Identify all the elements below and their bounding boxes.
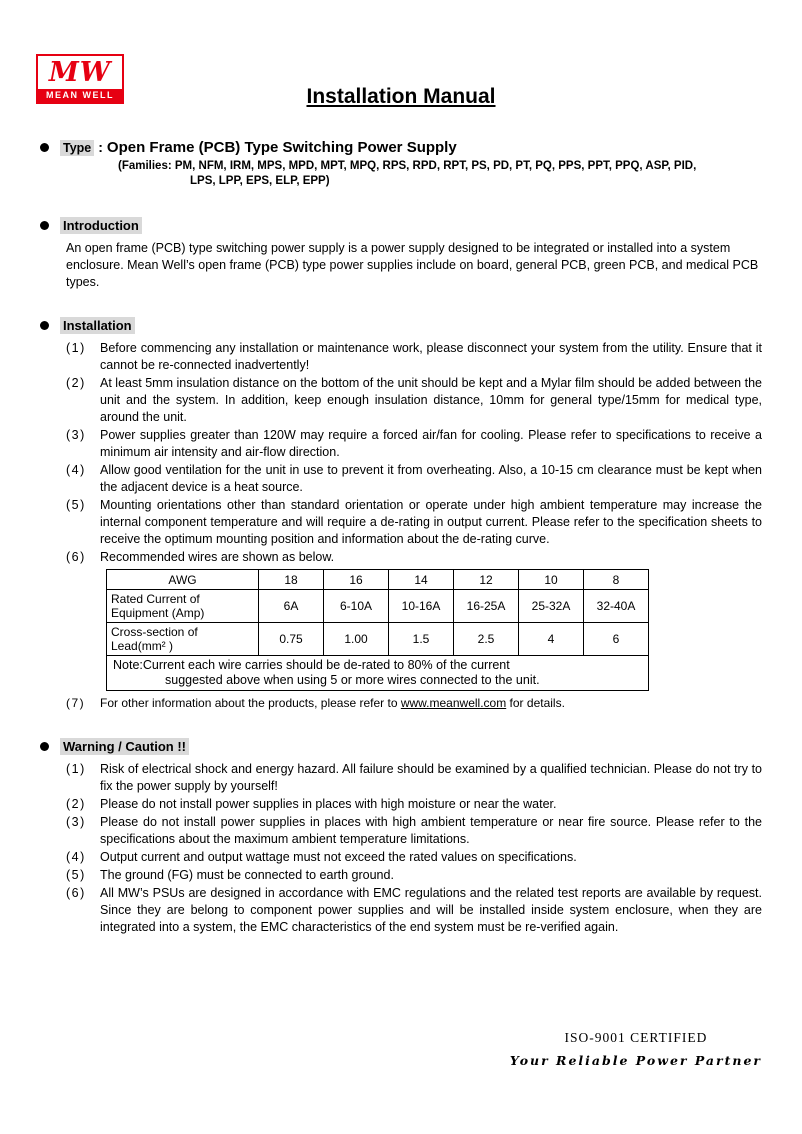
- table-cell: 6: [584, 623, 649, 656]
- item-text: The ground (FG) must be connected to earth ground.: [100, 868, 394, 882]
- bullet-icon: [40, 143, 49, 152]
- bullet-icon: [40, 321, 49, 330]
- installation-step-6: [66, 549, 762, 566]
- table-cell: 6-10A: [324, 590, 389, 623]
- type-title: Open Frame (PCB) Type Switching Power Supply: [106, 139, 457, 156]
- table-cell: 1.00: [324, 623, 389, 656]
- row-label-cell: Rated Current of Equipment (Amp): [107, 590, 259, 623]
- step-number: (3): [66, 428, 86, 442]
- item-text: All MW’s PSUs are designed in accordance with EMC regulations and the related test reports are available by request. Since they are belong to component power supplies and will be installed inside system enclosure, when they are integrated into a system, the EMC characteristics of the end system must be re-verified again.: [100, 886, 762, 934]
- warning-heading-row: [0, 738, 762, 756]
- table-header-cell: 14: [389, 570, 454, 590]
- step-text: Before commencing any installation or maintenance work, please disconnect your system from the utility. Ensure that it cannot be re-connected inadvertently!: [100, 341, 762, 372]
- iso-certification-text: ISO-9001 CERTIFIED: [564, 1030, 708, 1045]
- section-installation: [0, 317, 802, 712]
- section-warning: [0, 738, 802, 936]
- table-cell: 1.5: [389, 623, 454, 656]
- step-number: (6): [66, 550, 86, 564]
- awg-header-cell: AWG: [107, 570, 259, 590]
- introduction-heading-row: [0, 217, 762, 235]
- page-title: Installation Manual: [306, 85, 496, 108]
- bullet-icon: [40, 221, 49, 230]
- table-row-cross-section: [107, 623, 649, 656]
- meanwell-logo: [36, 54, 124, 104]
- warning-item-1: [66, 761, 762, 795]
- step-number: (5): [66, 498, 86, 512]
- installation-step-4: [66, 462, 762, 496]
- table-cell: 6A: [259, 590, 324, 623]
- family-list-line1: (Families: PM, NFM, IRM, MPS, MPD, MPT, MPQ, RPS, RPD, RPT, PS, PD, PT, PQ, PPS, PPT, PPQ, ASP, PID,: [118, 160, 697, 172]
- family-list: [118, 159, 762, 189]
- warning-label: Warning / Caution !!: [60, 738, 189, 755]
- type-label: Type: [60, 140, 94, 156]
- installation-label: Installation: [60, 317, 135, 334]
- meanwell-website-link[interactable]: www.meanwell.com: [400, 696, 507, 710]
- step-number: (1): [66, 341, 86, 355]
- warning-item-2: [66, 796, 762, 813]
- wire-recommendation-table: [106, 569, 649, 691]
- logo-brand-name: MEAN WELL: [38, 89, 122, 102]
- introduction-body: An open frame (PCB) type switching power supply is a power supply designed to be integrated or installed into a system enclosure. Mean Well’s open frame (PCB) type power supplies include on board, general PCB, green PCB, and medical PCB types.: [66, 241, 759, 289]
- step-text: Power supplies greater than 120W may require a forced air/fan for cooling. Please refer to specifications to receive a minimum air intensity and air-flow direction.: [100, 428, 762, 459]
- table-cell: 4: [519, 623, 584, 656]
- installation-steps: [66, 340, 762, 712]
- table-note-cell: [107, 656, 649, 691]
- step-number: (7): [66, 696, 86, 710]
- table-row-rated-current: [107, 590, 649, 623]
- table-header-cell: 16: [324, 570, 389, 590]
- family-list-line2: LPS, LPP, EPS, ELP, EPP): [190, 175, 330, 187]
- item-text: Risk of electrical shock and energy hazard. All failure should be examined by a qualified technician. Please do not try to fix the power supply by yourself!: [100, 762, 762, 793]
- installation-step-3: [66, 427, 762, 461]
- installation-step-1: [66, 340, 762, 374]
- table-header-cell: 8: [584, 570, 649, 590]
- installation-step-5: [66, 497, 762, 548]
- table-header-cell: 12: [454, 570, 519, 590]
- item-number: (3): [66, 815, 86, 829]
- section-introduction: [0, 217, 802, 291]
- table-note-line1: Note:Current each wire carries should be de-rated to 80% of the current: [113, 658, 510, 672]
- step-text-prefix: For other information about the products, please refer to: [100, 696, 401, 710]
- step-text: Allow good ventilation for the unit in use to prevent it from overheating. Also, a 10-15 cm clearance must be kept when the adjacent device is a heat source.: [100, 463, 762, 494]
- type-heading-row: [0, 139, 762, 157]
- step-text: Mounting orientations other than standard orientation or operate under high ambient temperature may increase the internal component temperature and will require a de-rating in output current. Please refer to the specification sheets to receive the optimum mounting position and information about the de-rating curve.: [100, 498, 762, 546]
- row-label-cell: Cross-section of Lead(mm² ): [107, 623, 259, 656]
- footer: [510, 1030, 762, 1068]
- item-number: (5): [66, 868, 86, 882]
- table-cell: 2.5: [454, 623, 519, 656]
- table-cell: 10-16A: [389, 590, 454, 623]
- table-cell: 25-32A: [519, 590, 584, 623]
- table-note-row: [107, 656, 649, 691]
- step-number: (2): [66, 376, 86, 390]
- step-text: At least 5mm insulation distance on the bottom of the unit should be kept and a Mylar film should be added between the unit and the system. In addition, keep enough insulation distance, 10mm for general type/15mm for medical type, around the unit.: [100, 376, 762, 424]
- bullet-icon: [40, 742, 49, 751]
- step-text: Recommended wires are shown as below.: [100, 550, 335, 564]
- table-cell: 16-25A: [454, 590, 519, 623]
- warning-items: [66, 761, 762, 936]
- step-text-suffix: for details.: [506, 696, 565, 710]
- table-note-line2: suggested above when using 5 or more wires connected to the unit.: [165, 673, 540, 687]
- table-cell: 32-40A: [584, 590, 649, 623]
- warning-item-5: [66, 867, 762, 884]
- table-header-row: [107, 570, 649, 590]
- introduction-label: Introduction: [60, 217, 142, 234]
- installation-step-7: [66, 695, 762, 712]
- table-cell: 0.75: [259, 623, 324, 656]
- step-number: (4): [66, 463, 86, 477]
- item-number: (1): [66, 762, 86, 776]
- company-slogan: Your Reliable Power Partner: [509, 1053, 762, 1068]
- item-text: Please do not install power supplies in places with high moisture or near the water.: [100, 797, 557, 811]
- item-number: (4): [66, 850, 86, 864]
- warning-item-6: [66, 885, 762, 936]
- installation-step-2: [66, 375, 762, 426]
- installation-heading-row: [0, 317, 762, 335]
- logo-mw-mark: MW: [48, 57, 112, 88]
- table-header-cell: 10: [519, 570, 584, 590]
- type-separator: :: [98, 139, 103, 155]
- warning-item-3: [66, 814, 762, 848]
- section-type: [0, 139, 802, 189]
- item-text: Please do not install power supplies in places with high ambient temperature or near fire source. Please refer to the specifications about the maximum ambient temperature limitations.: [100, 815, 762, 846]
- item-number: (6): [66, 886, 86, 900]
- item-number: (2): [66, 797, 86, 811]
- warning-item-4: [66, 849, 762, 866]
- table-header-cell: 18: [259, 570, 324, 590]
- item-text: Output current and output wattage must not exceed the rated values on specifications.: [100, 850, 577, 864]
